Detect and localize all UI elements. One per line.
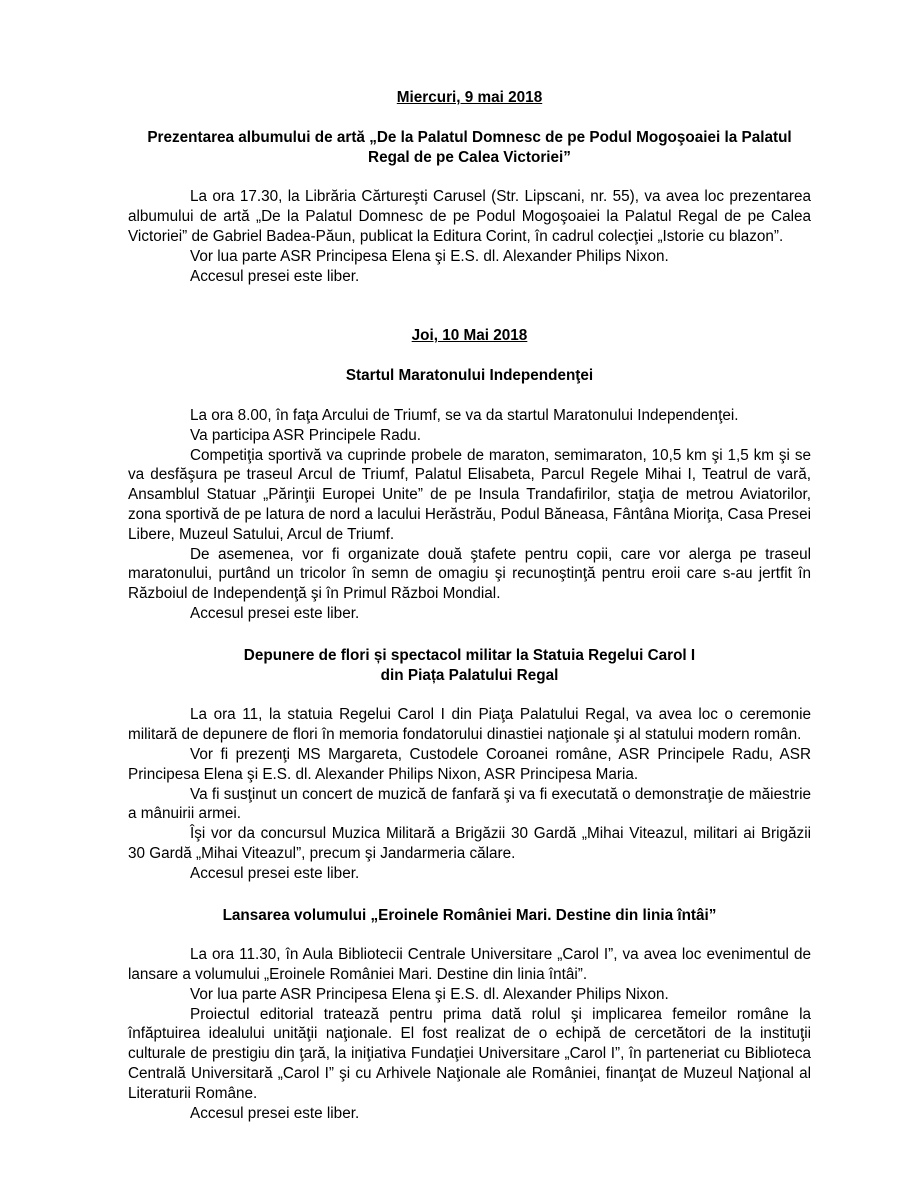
- event-title: [128, 128, 811, 168]
- date-heading: Miercuri, 9 mai 2018: [396, 89, 543, 106]
- paragraph: La ora 11, la statuia Regelui Carol I din Piaţa Palatului Regal, va avea loc o ceremonie militară de depunere de flori în memoria fondatorului dinastiei naţionale şi al statului modern român.: [128, 706, 811, 744]
- paragraph: Va participa ASR Principele Radu.: [190, 426, 421, 444]
- paragraph: Accesul presei este liber.: [190, 864, 360, 882]
- paragraph: Îşi vor da concursul Muzica Militară a Brigăzii 30 Gardă „Mihai Viteazul, militari ai Brigăzii 30 Gardă „Mihai Viteazul”, precum şi Jandarmeria călare.: [128, 825, 811, 862]
- paragraph: Accesul presei este liber.: [190, 604, 360, 622]
- event-title: [128, 366, 811, 386]
- event-title: [128, 646, 811, 686]
- event-title: [128, 906, 811, 926]
- event-title-line: Depunere de flori și spectacol militar la Statuia Regelui Carol I: [243, 646, 696, 664]
- paragraph: La ora 11.30, în Aula Bibliotecii Centrale Universitare „Carol I”, va avea loc evenimentul de lansare a volumului „Eroinele României Mari. Destine din linia întâi”.: [128, 946, 811, 984]
- paragraph: Proiectul editorial tratează pentru prima dată rolul şi implicarea femeilor române la înfăptuirea idealului unităţii naţionale. El fost realizat de o echipă de cercetători de la instituţii culturale de prestigiu din ţară, la iniţiativa Fundaţiei Universitare „Carol I”, în parteneriat cu Biblioteca Centrală Universitară „Carol I” şi cu Arhivele Naţionale ale României, finanţat de Muzeul Naţional al Literaturii Române.: [128, 1005, 811, 1102]
- paragraph: De asemenea, vor fi organizate două ştafete pentru copii, care vor alerga pe traseul maratonului, purtând un tricolor în semn de omagiu şi recunoştinţă pentru eroii care s-au jertfit în Războiul de Independenţă şi în Primul Război Mondial.: [128, 545, 811, 603]
- event-title-line: Lansarea volumului „Eroinele României Mari. Destine din linia întâi”: [222, 906, 717, 924]
- event-title-line: Startul Maratonului Independenţei: [345, 367, 594, 385]
- paragraph: Va fi susţinut un concert de muzică de fanfară şi va fi executată o demonstraţie de măiestrie a mânuirii armei.: [128, 785, 811, 823]
- event-title-line: din Piața Palatului Regal: [380, 666, 559, 684]
- paragraph: Vor lua parte ASR Principesa Elena şi E.S. dl. Alexander Philips Nixon.: [190, 985, 669, 1003]
- paragraph: La ora 17.30, la Librăria Cărtureşti Carusel (Str. Lipscani, nr. 55), va avea loc prezentarea albumului de artă „De la Palatul Domnesc de pe Podul Mogoşoaiei la Palatul Regal de pe Calea Victoriei” de Gabriel Badea-Păun, publicat la Editura Corint, în cadrul colecţiei „Istorie cu blazon”.: [128, 188, 811, 245]
- paragraph: Vor lua parte ASR Principesa Elena şi E.S. dl. Alexander Philips Nixon.: [190, 247, 669, 265]
- date-heading: Joi, 10 Mai 2018: [411, 327, 528, 345]
- document-body: [128, 88, 811, 1123]
- event-title-line: Regal de pe Calea Victoriei”: [368, 148, 571, 166]
- paragraph: Accesul presei este liber.: [190, 1104, 360, 1122]
- paragraph: La ora 8.00, în faţa Arcului de Triumf, se va da startul Maratonului Independenţei.: [190, 406, 739, 424]
- paragraph: Competiţia sportivă va cuprinde probele de maraton, semimaraton, 10,5 km şi 1,5 km şi se va desfăşura pe traseul Arcul de Triumf, Palatul Elisabeta, Parcul Regele Mihai I, Teatrul de vară, Ansamblul Statuar „Părinţii Europei Unite” de pe Insula Trandafirilor, staţia de metrou Aviatorilor, zona sportivă de pe latura de nord a lacului Herăstrău, Podul Băneasa, Fântâna Mioriţa, Casa Presei Libere, Muzeul Satului, Arcul de Triumf.: [128, 446, 811, 543]
- paragraph: Vor fi prezenţi MS Margareta, Custodele Coroanei române, ASR Principele Radu, ASR Principesa Elena şi E.S. dl. Alexander Philips Nixon, ASR Principesa Maria.: [128, 745, 811, 783]
- event-title-line: Prezentarea albumului de artă „De la Palatul Domnesc de pe Podul Mogoşoaiei la Palatul: [147, 128, 792, 146]
- paragraph: Accesul presei este liber.: [190, 267, 360, 285]
